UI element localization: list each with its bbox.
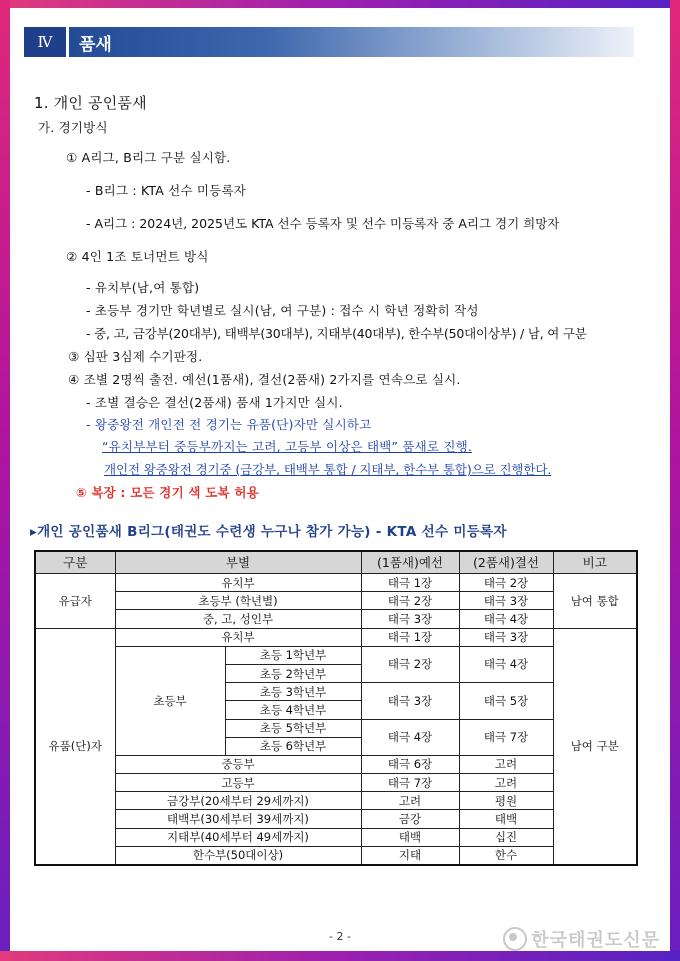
watermark xyxy=(503,926,660,952)
table-row: 지태부(40세부터 49세까지) 태백 십진 xyxy=(35,828,637,846)
page-frame-top xyxy=(0,0,680,8)
table-row: 한수부(50대이상) 지태 한수 xyxy=(35,846,637,865)
item-4-merge-note: 개인전 왕중왕전 경기중 (금강부, 태백부 통합 / 지태부, 한수부 통합)으로 진행한다. xyxy=(104,462,552,477)
section-title: 품새 xyxy=(69,27,634,57)
watermark-text: 한국태권도신문 xyxy=(531,930,660,951)
group-kyu: 유급자 xyxy=(35,574,115,629)
table-row: 고등부 태극 7장 고려 xyxy=(35,774,637,792)
section-number: Ⅳ xyxy=(24,27,66,57)
table-row: 중, 고, 성인부 태극 3장 태극 4장 xyxy=(35,610,637,628)
poomsae-b-league-table xyxy=(34,550,638,866)
item-5-uniform: ⑤ 복장 : 모든 경기 색 도복 허용 xyxy=(76,485,259,500)
table-row: 초등 2학년부 xyxy=(35,664,637,682)
header-final: (2품새)결선 xyxy=(459,551,553,574)
item-4-kings-note: - 왕중왕전 개인전 전 경기는 유품(단)자만 실시하고 xyxy=(86,417,372,432)
table-row: 초등부 (학년별) 태극 2장 태극 3장 xyxy=(35,592,637,610)
table-row: 초등 6학년부 xyxy=(35,737,637,755)
subheading-competition-method: 가. 경기방식 xyxy=(38,120,108,135)
item-4: ④ 조별 2명씩 출전. 예선(1품새), 결선(2품새) 2가지를 연속으로 실시. xyxy=(68,372,461,387)
note-separate: 남여 구분 xyxy=(553,628,637,865)
item-2: ② 4인 1조 토너먼트 방식 xyxy=(66,249,209,264)
item-2-elementary: - 초등부 경기만 학년별로 실시(남, 여 구분) : 접수 시 학년 정확히 작성 xyxy=(86,303,479,318)
table-row: 초등 3학년부 태극 3장 태극 5장 xyxy=(35,683,637,701)
item-1: ① A리그, B리그 구분 실시함. xyxy=(66,150,231,165)
table-row: 초등 4학년부 xyxy=(35,701,637,719)
table-title: ▸개인 공인품새 B리그(태권도 수련생 누구나 참가 가능) - KTA 선수 미등록자 xyxy=(30,524,507,540)
item-2-divisions: - 중, 고, 금강부(20대부), 태백부(30대부), 지태부(40대부), 한수부(50대이상부) / 남, 여 구분 xyxy=(86,326,587,341)
item-2-kindergarten: - 유치부(남,여 통합) xyxy=(86,280,200,295)
newspaper-logo-icon xyxy=(503,927,527,951)
page-frame-right xyxy=(670,0,680,961)
table-header-row xyxy=(35,551,637,574)
header-category: 구분 xyxy=(35,551,115,574)
note-mixed: 남여 통합 xyxy=(553,574,637,629)
table-row: 초등부 초등 1학년부 태극 2장 태극 4장 xyxy=(35,646,637,664)
group-poom-dan: 유품(단)자 xyxy=(35,628,115,865)
table-row: 태백부(30세부터 39세까지) 금강 태백 xyxy=(35,810,637,828)
item-4-finals: - 조별 결승은 결선(2품새) 품새 1가지만 실시. xyxy=(86,395,343,410)
header-division: 부별 xyxy=(115,551,361,574)
table-row: 유품(단)자 유치부 태극 1장 태극 3장 남여 구분 xyxy=(35,628,637,646)
item-1-b-league: - B리그 : KTA 선수 미등록자 xyxy=(86,183,247,198)
item-1-a-league: - A리그 : 2024년, 2025년도 KTA 선수 등록자 및 선수 미등록자 중 A리그 경기 희망자 xyxy=(86,216,560,231)
header-preliminary: (1품새)예선 xyxy=(361,551,459,574)
item-3: ③ 심판 3심제 수기판정. xyxy=(68,349,203,364)
elementary-group: 초등부 xyxy=(115,646,225,755)
header-note: 비고 xyxy=(553,551,637,574)
page-number: - 2 - xyxy=(329,930,351,943)
table-row: 금강부(20세부터 29세까지) 고려 평원 xyxy=(35,792,637,810)
page-frame-left xyxy=(0,0,10,961)
table-row: 유급자 유치부 태극 1장 태극 2장 남여 통합 xyxy=(35,574,637,592)
table-row: 중등부 태극 6장 고려 xyxy=(35,755,637,773)
table-row: 초등 5학년부 태극 4장 태극 7장 xyxy=(35,719,637,737)
page-frame-bottom xyxy=(0,951,680,961)
item-4-poomsae-note: “유치부부터 중등부까지는 고려, 고등부 이상은 태백” 품새로 진행. xyxy=(102,439,473,454)
section-header xyxy=(24,27,634,57)
heading-personal-poomsae: 1. 개인 공인품새 xyxy=(34,94,147,112)
